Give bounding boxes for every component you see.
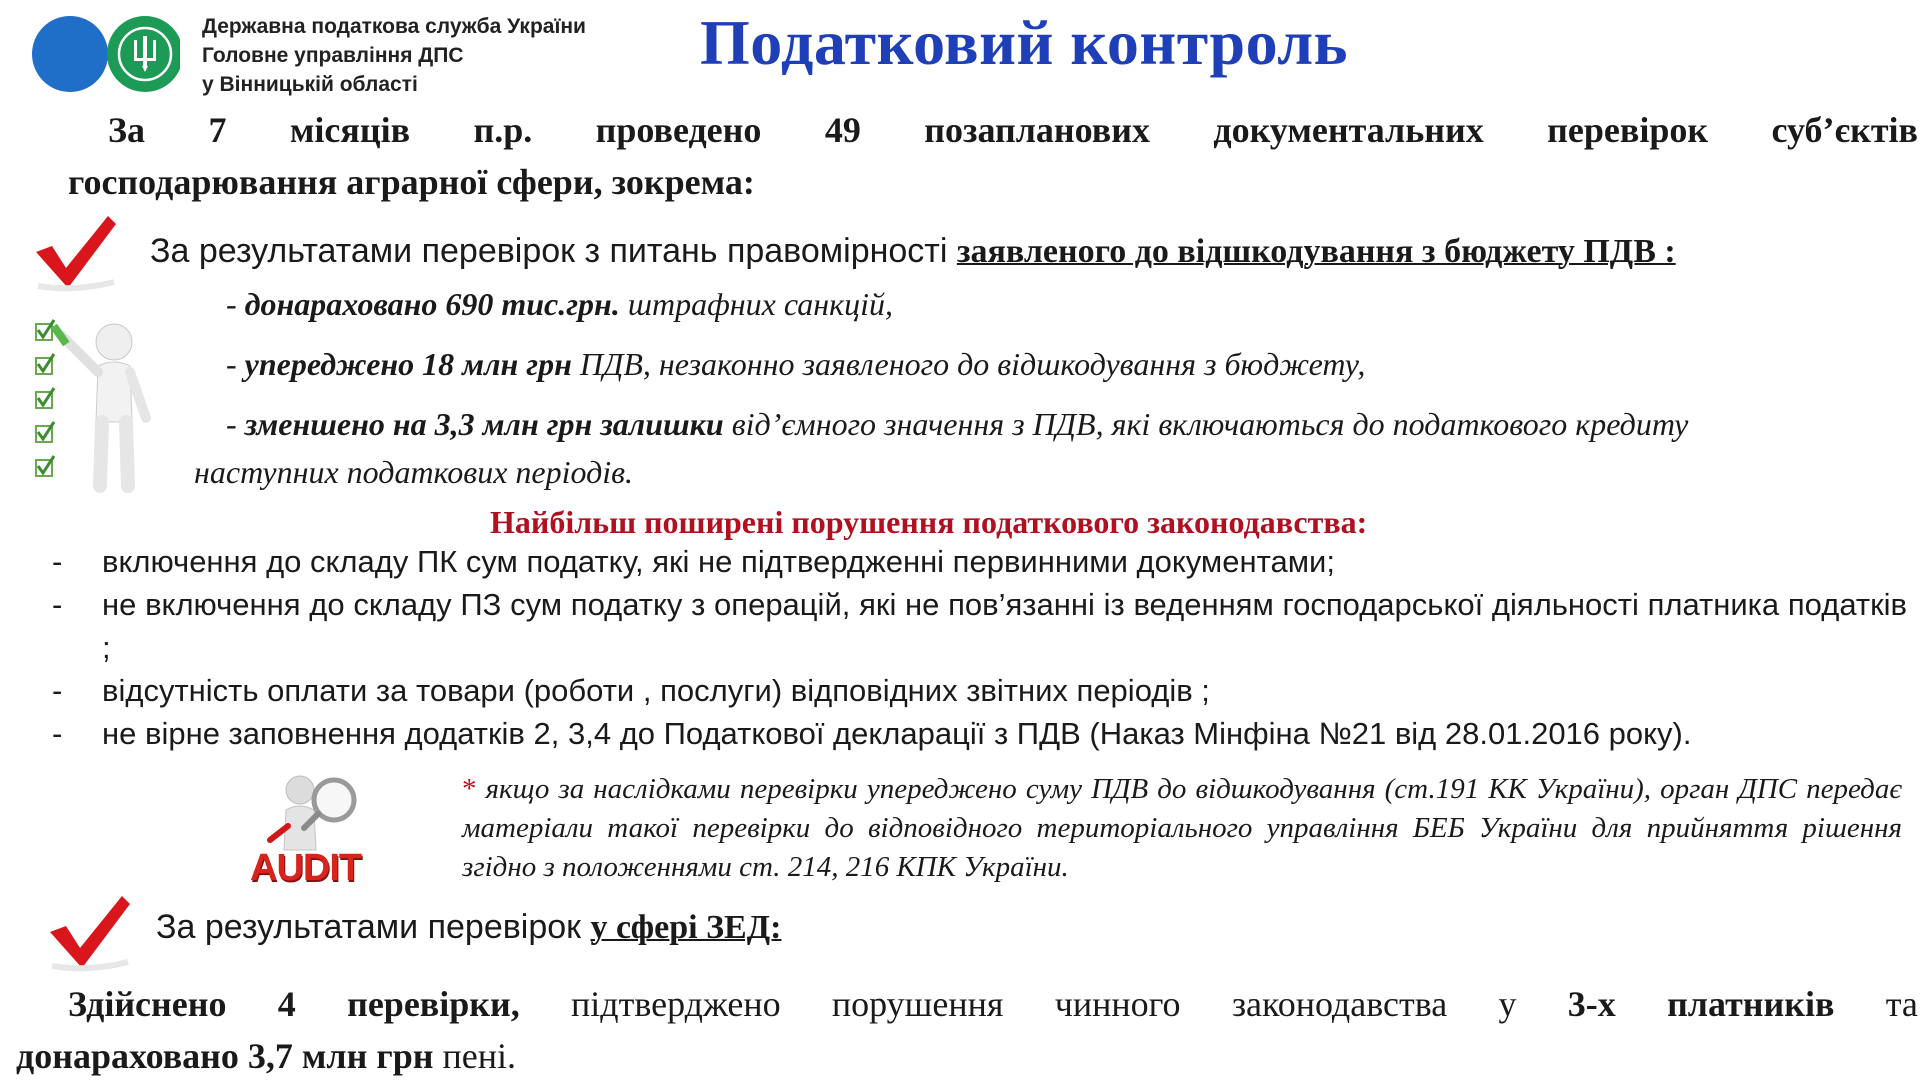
list-item: - відсутність оплати за товари (роботи , послуги) відповідних звітних періодів ; — [52, 673, 1210, 708]
intro-word: 49 — [824, 110, 861, 150]
final-word: платників — [1667, 984, 1835, 1024]
zed-lead-underlined: у сфері ЗЕД: — [590, 909, 782, 946]
checklist-figure-icon — [32, 318, 162, 493]
intro-word: місяців — [289, 110, 411, 150]
vat-section-lead — [150, 232, 1676, 271]
page-title: Податковий контроль — [700, 7, 1348, 78]
intro-word: п.р. — [473, 110, 533, 150]
intro-word: 7 — [208, 110, 227, 150]
zed-lead-text: За результатами перевірок — [156, 908, 591, 946]
vat-bullet-1: - донараховано 690 тис.грн. штрафних санкцій, — [226, 286, 893, 322]
org-line-3: у Вінницькій області — [202, 73, 418, 96]
dps-logo — [30, 14, 180, 94]
final-word: Здійснено — [68, 984, 227, 1024]
final-paragraph — [16, 978, 1918, 1082]
violations-title: Найбільш поширені порушення податкового законодавства: — [490, 504, 1368, 540]
checkmark-icon — [44, 892, 134, 972]
footnote — [462, 770, 1902, 887]
intro-paragraph — [68, 104, 1918, 208]
list-item: - включення до складу ПК сум податку, які не підтвердженні первинними документами; — [52, 544, 1335, 579]
intro-word: документальних — [1213, 110, 1484, 150]
org-line-1: Державна податкова служба України — [202, 15, 586, 38]
final-line-1 — [16, 978, 1918, 1030]
audit-figure — [250, 770, 380, 890]
vat-bullet-3: - зменшено на 3,3 млн грн залишки від’ємного значення з ПДВ, які включаються до податкового кредиту — [226, 406, 1689, 442]
intro-word: позапланових — [924, 110, 1150, 150]
final-word: у — [1498, 984, 1517, 1024]
final-word: 3-х — [1567, 984, 1616, 1024]
checkmark-icon — [30, 212, 120, 292]
vat-bullet-2: - упереджено 18 млн грн ПДВ, незаконно заявленого до відшкодування з бюджету, — [226, 346, 1366, 382]
organization-name — [202, 12, 586, 99]
vat-lead-text: За результатами перевірок з питань правомірності — [150, 232, 957, 270]
intro-line-1 — [68, 104, 1918, 156]
footnote-text: якщо за наслідками перевірки упереджено суму ПДВ до відшкодування (ст.191 КК України), орган ДПС передає матеріали такої перевірки до відповідного територіального управління БЕБ України для прийняття рішення згідно з положеннями ст. 214, 216 КПК України. — [462, 773, 1902, 883]
final-word: перевірки, — [347, 984, 520, 1024]
vat-bullet-3-continuation: наступних податкових періодів. — [194, 454, 634, 490]
final-word: законодавства — [1231, 984, 1448, 1024]
final-word: чинного — [1054, 984, 1181, 1024]
final-word: підтверджено — [571, 984, 781, 1024]
violations-list — [52, 540, 1907, 755]
intro-word: проведено — [595, 110, 762, 150]
org-line-2: Головне управління ДПС — [202, 44, 464, 67]
audit-label: AUDIT — [250, 847, 362, 889]
final-line-2: донараховано 3,7 млн грн пені. — [16, 1036, 516, 1076]
intro-word: суб’єктів — [1771, 110, 1918, 150]
final-word: та — [1885, 984, 1918, 1024]
final-word: 4 — [277, 984, 296, 1024]
list-item: - не вірне заповнення додатків 2, 3,4 до Податкової декларації з ПДВ (Наказ Мінфіна №21 від 28.01.2016 року). — [52, 716, 1692, 751]
intro-word: За — [108, 110, 146, 150]
intro-line-2: господарювання аграрної сфери, зокрема: — [68, 162, 755, 202]
final-word: порушення — [831, 984, 1004, 1024]
footnote-star: * — [462, 773, 477, 805]
intro-word: перевірок — [1547, 110, 1709, 150]
zed-section-lead — [156, 908, 781, 947]
vat-lead-underlined: заявленого до відшкодування з бюджету ПДВ : — [956, 233, 1676, 270]
list-item: - не включення до складу ПЗ сум податку з операцій, які не пов’язанні із веденням господарської діяльності платника податків ; — [52, 587, 1907, 665]
